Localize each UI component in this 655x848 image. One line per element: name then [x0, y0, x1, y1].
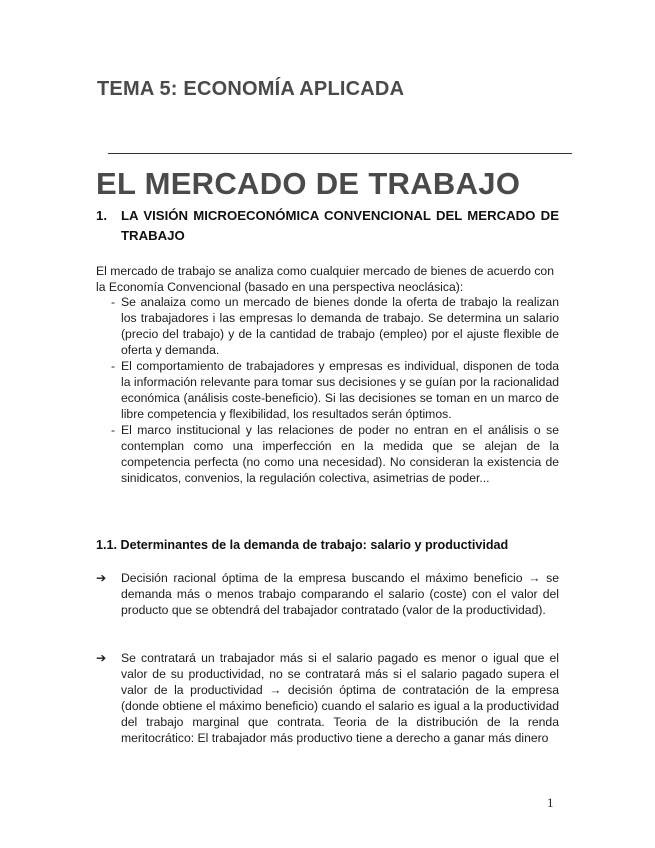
subsection-heading: 1.1. Determinantes de la demanda de trabajo: salario y productividad	[96, 538, 509, 552]
list-item	[96, 358, 559, 422]
bullet-dash: -	[111, 359, 116, 373]
divider	[108, 153, 572, 154]
list-item	[96, 650, 559, 746]
list-item	[96, 422, 559, 486]
list-item-text: Decisión racional óptima de la empresa buscando el máximo beneficio → se demanda más o menos trabajo comparando el salario (coste) con el valor del producto que se obtendrá del trabajador contratado (valor de la productividad).	[121, 571, 559, 617]
topic-title: TEMA 5: ECONOMÍA APLICADA	[97, 78, 405, 100]
arrow-list	[96, 570, 559, 618]
list-item-text: Se contratará un trabajador más si el salario pagado es menor o igual que el valor de su productividad, no se contratará más si el salario pagado supera el valor de la productividad → decisión óptima de contratación de la empresa (donde obtiene el máximo beneficio) cuando el salario es igual a la productividad del trabajo marginal que contrata. Teoria de la distribución de la renda meritocrático: El trabajador más productivo tiene a derecho a ganar más dinero	[121, 651, 559, 745]
section-number: 1.	[96, 208, 107, 223]
bullet-list	[96, 294, 559, 486]
bullet-dash: -	[111, 423, 116, 437]
arrow-list	[96, 650, 559, 746]
section-heading-text: LA VISIÓN MICROECONÓMICA CONVENCIONAL DEL MERCADO DE TRABAJO	[121, 208, 559, 243]
page-title: EL MERCADO DE TRABAJO	[96, 166, 521, 201]
list-item-text: Se analaiza como un mercado de bienes donde la oferta de trabajo la realizan los trabajadores i las empresas lo demanda de trabajo. Se determina un salario (precio del trabajo) y de la cantidad de trabajo (empleo) por el ajuste flexible de oferta y demanda.	[121, 295, 559, 357]
list-item	[96, 294, 559, 358]
intro-paragraph: El mercado de trabajo se analiza como cualquier mercado de bienes de acuerdo con la Economía Convencional (basado en una perspectiva neoclásica):	[96, 264, 554, 294]
list-item-text: El comportamiento de trabajadores y empresas es individual, disponen de toda la información relevante para tomar sus decisiones y se guían por la racionalidad económica (análisis coste-beneficio). Si las decisiones se toman en un marco de libre competencia y flexibilidad, los resultados serán óptimos.	[121, 359, 559, 421]
arrow-right-icon: ➔	[96, 571, 107, 585]
list-item	[96, 570, 559, 618]
arrow-right-icon: ➔	[96, 651, 107, 665]
bullet-dash: -	[111, 295, 116, 309]
section-heading	[96, 206, 559, 246]
list-item-text: El marco institucional y las relaciones de poder no entran en el análisis o se contemplan como una imperfección en la medida que se alejan de la competencia perfecta (no como una necesidad). No consideran la existencia de sinidicatos, convenios, la regulación colectiva, asimetrias de poder...	[121, 423, 559, 485]
page-number: 1	[547, 795, 554, 810]
